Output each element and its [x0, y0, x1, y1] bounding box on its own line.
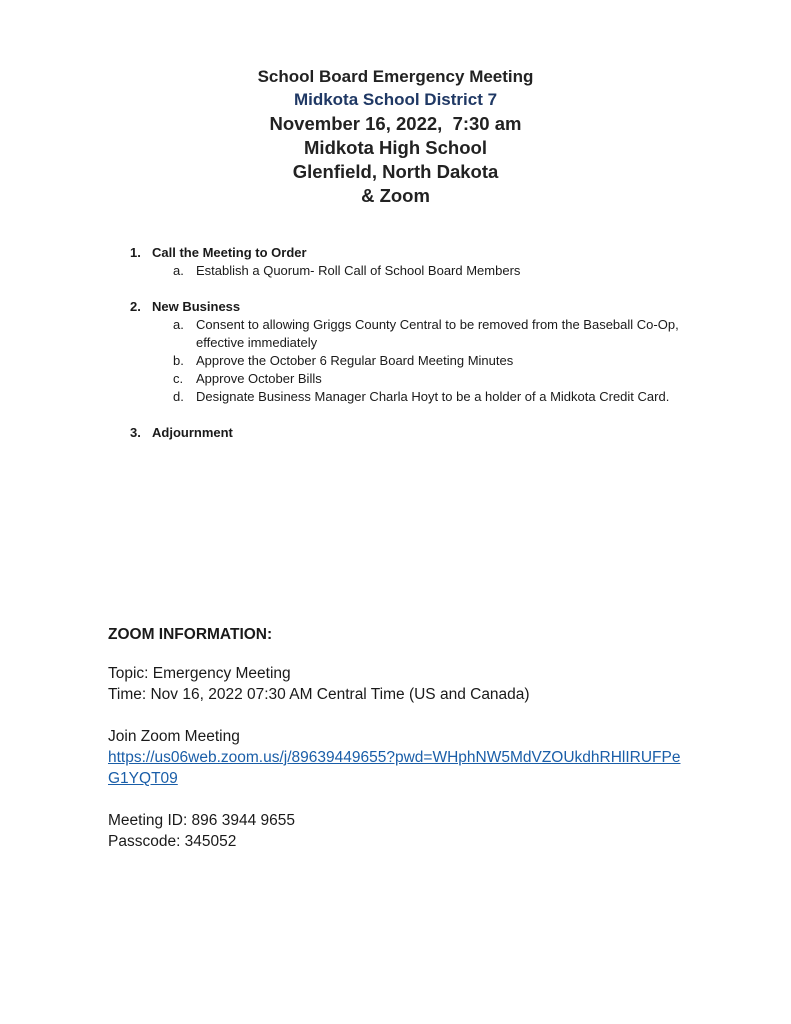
- zoom-meeting-id: Meeting ID: 896 3944 9655: [108, 812, 295, 829]
- subitem-letter: c.: [173, 371, 184, 386]
- agenda-subitem: [173, 388, 690, 406]
- agenda-list: [130, 244, 690, 460]
- agenda-item-number: 2.: [130, 299, 141, 314]
- agenda-item: [130, 424, 690, 442]
- zoom-heading: ZOOM INFORMATION:: [108, 626, 273, 643]
- zoom-passcode: Passcode: 345052: [108, 833, 237, 850]
- agenda-subitem: [173, 262, 690, 280]
- subitem-text: Designate Business Manager Charla Hoyt to be a holder of a Midkota Credit Card.: [196, 389, 670, 404]
- meeting-city: Glenfield, North Dakota: [292, 161, 499, 182]
- zoom-join-label: Join Zoom Meeting: [108, 728, 240, 745]
- meeting-header: [0, 66, 791, 208]
- subitem-letter: d.: [173, 389, 184, 404]
- zoom-join-link[interactable]: https://us06web.zoom.us/j/89639449655?pwd=WHphNW5MdVZOUkdhRHlIRUFPeG1YQT09: [108, 749, 681, 787]
- meeting-location: Midkota High School: [304, 137, 487, 158]
- agenda-item-number: 3.: [130, 425, 141, 440]
- zoom-topic: Topic: Emergency Meeting: [108, 665, 291, 682]
- agenda-subitem: [173, 316, 690, 352]
- meeting-datetime: November 16, 2022, 7:30 am: [269, 113, 522, 134]
- agenda-item-title: Adjournment: [152, 425, 233, 440]
- zoom-time: Time: Nov 16, 2022 07:30 AM Central Time (US and Canada): [108, 686, 530, 703]
- agenda-subitem: [173, 352, 690, 370]
- agenda-subitem: [173, 370, 690, 388]
- subitem-text: Establish a Quorum- Roll Call of School Board Members: [196, 263, 521, 278]
- agenda-item-title: Call the Meeting to Order: [152, 245, 307, 260]
- district-name: Midkota School District 7: [293, 90, 498, 109]
- subitem-text: Consent to allowing Griggs County Central to be removed from the Baseball Co-Op, effective immediately: [196, 317, 679, 350]
- meeting-title: School Board Emergency Meeting: [257, 67, 534, 86]
- agenda-item-title: New Business: [152, 299, 241, 314]
- zoom-information: [108, 624, 708, 852]
- subitem-letter: b.: [173, 353, 184, 368]
- subitem-letter: a.: [173, 317, 184, 332]
- subitem-letter: a.: [173, 263, 184, 278]
- agenda-item: [130, 298, 690, 406]
- subitem-text: Approve October Bills: [196, 371, 322, 386]
- agenda-item: [130, 244, 690, 280]
- agenda-item-number: 1.: [130, 245, 141, 260]
- meeting-zoom-note: & Zoom: [361, 185, 430, 206]
- subitem-text: Approve the October 6 Regular Board Meeting Minutes: [196, 353, 514, 368]
